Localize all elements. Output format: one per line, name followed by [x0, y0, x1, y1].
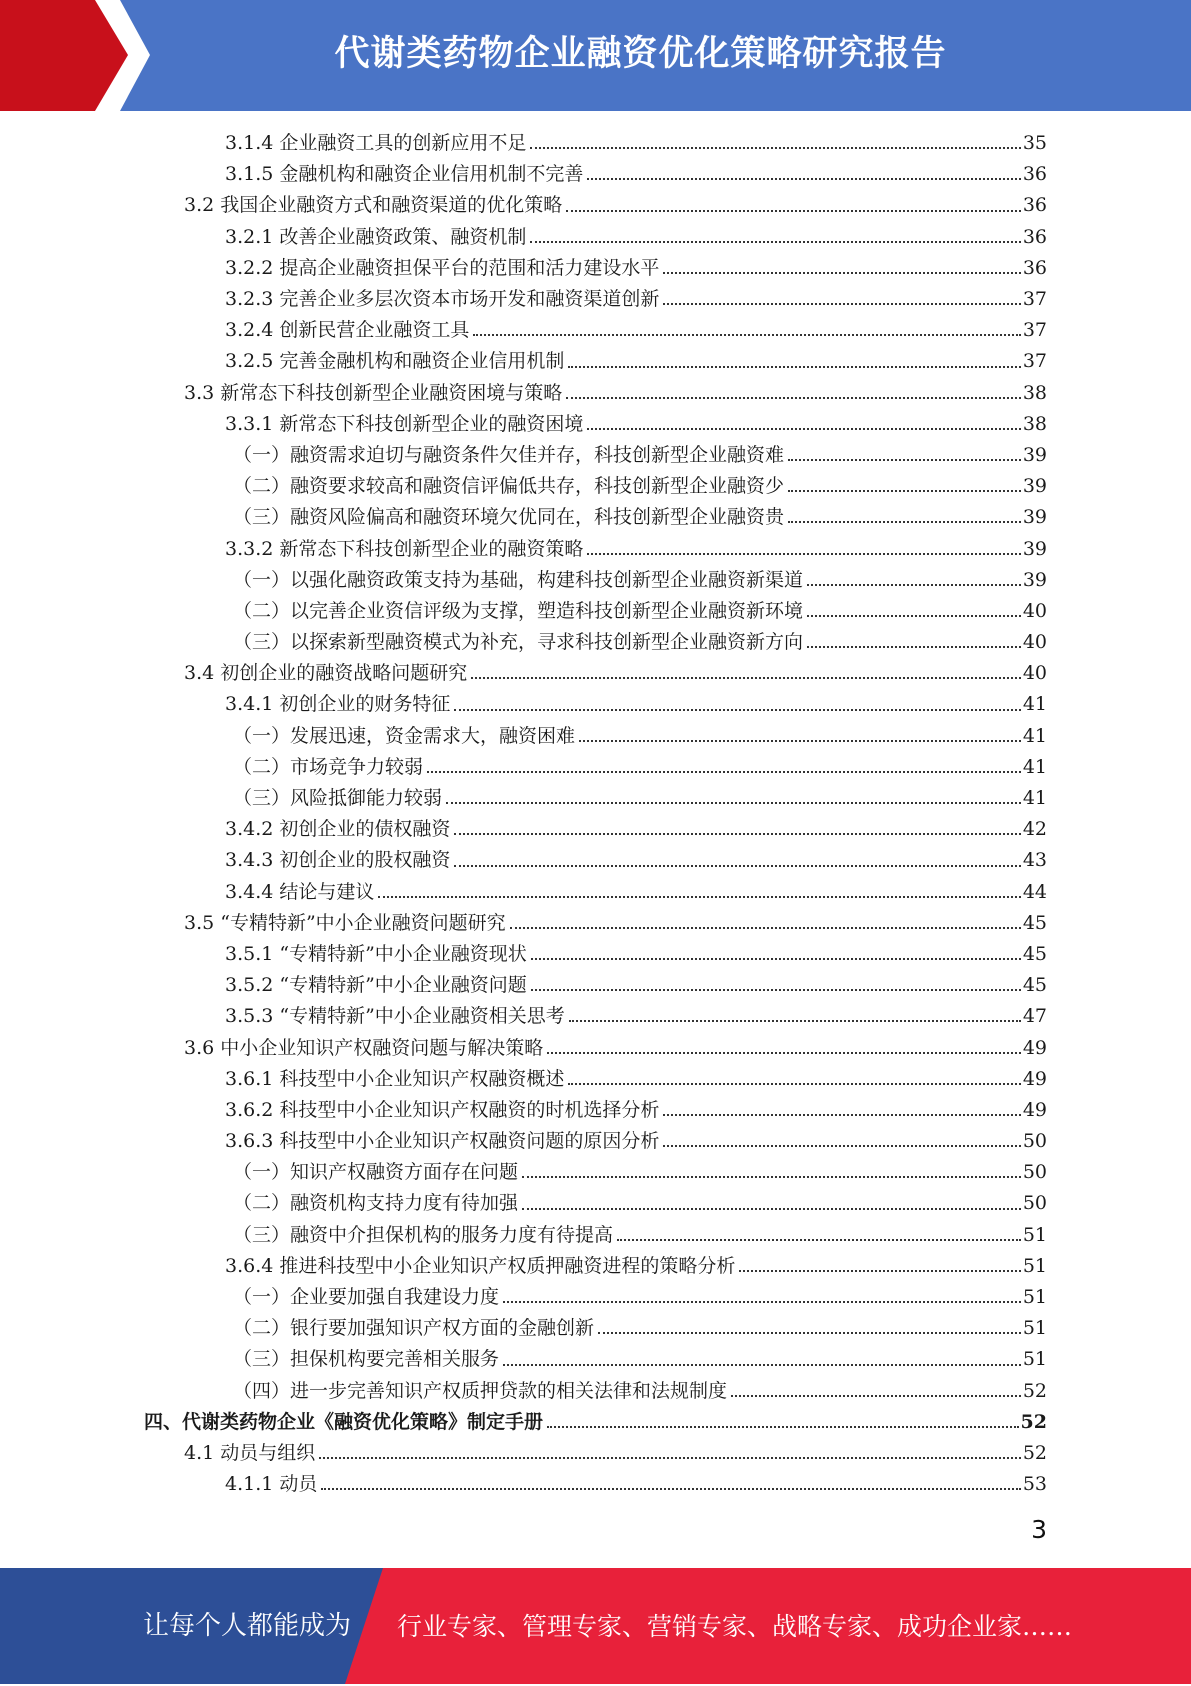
toc-dot-leader: [587, 427, 1020, 430]
toc-entry-page: 50: [1022, 1192, 1047, 1215]
toc-entry[interactable]: [0, 1064, 1047, 1095]
toc-entry-page: 43: [1022, 849, 1047, 872]
page-header: [0, 0, 1191, 111]
toc-entry-page: 40: [1022, 599, 1047, 622]
toc-dot-leader: [522, 1207, 1021, 1210]
toc-dot-leader: [530, 240, 1020, 243]
toc-entry-title: （三）以探索新型融资模式为补充，寻求科技创新型企业融资新方向: [233, 631, 804, 654]
table-of-contents: [0, 128, 1191, 1500]
toc-entry[interactable]: [0, 159, 1047, 190]
toc-entry-page: 53: [1022, 1473, 1047, 1496]
toc-entry-title: 3.2.5 完善金融机构和融资企业信用机制: [225, 350, 565, 373]
toc-entry-page: 39: [1022, 475, 1047, 498]
toc-dot-leader: [473, 333, 1020, 336]
toc-entry[interactable]: [0, 658, 1047, 689]
toc-entry[interactable]: [0, 533, 1047, 564]
toc-entry[interactable]: [0, 908, 1047, 939]
toc-dot-leader: [569, 1019, 1021, 1022]
toc-entry-page: 38: [1022, 412, 1047, 435]
toc-entry-title: 3.3 新常态下科技创新型企业融资困境与策略: [184, 381, 563, 404]
toc-entry-title: 4.1.1 动员: [225, 1473, 318, 1496]
toc-dot-leader: [321, 1487, 1020, 1490]
toc-dot-leader: [566, 396, 1021, 399]
toc-dot-leader: [663, 302, 1020, 305]
toc-entry[interactable]: [0, 1407, 1047, 1438]
toc-entry-title: 3.3.2 新常态下科技创新型企业的融资策略: [225, 537, 584, 560]
toc-entry-title: 3.2.3 完善企业多层次资本市场开发和融资渠道创新: [225, 288, 660, 311]
toc-entry-title: （一）发展迅速，资金需求大，融资困难: [233, 724, 576, 747]
toc-entry-page: 37: [1022, 319, 1047, 342]
toc-entry-page: 45: [1022, 911, 1047, 934]
toc-dot-leader: [617, 1238, 1021, 1241]
toc-entry-page: 42: [1022, 818, 1047, 841]
toc-entry[interactable]: [0, 627, 1047, 658]
toc-dot-leader: [454, 708, 1020, 711]
toc-entry-title: （四）进一步完善知识产权质押贷款的相关法律和法规制度: [233, 1379, 728, 1402]
toc-dot-leader: [503, 1363, 1021, 1366]
toc-entry-title: 4.1 动员与组织: [184, 1441, 316, 1464]
toc-dot-leader: [531, 957, 1021, 960]
toc-dot-leader: [566, 209, 1021, 212]
toc-entry-page: 50: [1022, 1161, 1047, 1184]
toc-entry[interactable]: [0, 1157, 1047, 1188]
toc-entry[interactable]: [0, 1188, 1047, 1219]
toc-entry-page: 51: [1022, 1317, 1047, 1340]
toc-entry[interactable]: [0, 378, 1047, 409]
toc-entry-page: 41: [1022, 787, 1047, 810]
toc-entry-title: （二）融资要求较高和融资信评偏低共存，科技创新型企业融资少: [233, 475, 785, 498]
toc-entry[interactable]: [0, 1344, 1047, 1375]
toc-dot-leader: [663, 1113, 1020, 1116]
toc-entry[interactable]: [0, 1032, 1047, 1063]
toc-dot-leader: [531, 988, 1021, 991]
toc-dot-leader: [587, 177, 1020, 180]
toc-entry-page: 36: [1022, 225, 1047, 248]
toc-entry[interactable]: [0, 1376, 1047, 1407]
toc-entry[interactable]: [0, 128, 1047, 159]
toc-entry-title: 3.4.2 初创企业的债权融资: [225, 818, 451, 841]
toc-dot-leader: [587, 552, 1020, 555]
toc-dot-leader: [522, 1175, 1021, 1178]
toc-entry-title: 3.1.4 企业融资工具的创新应用不足: [225, 132, 527, 155]
toc-entry[interactable]: [0, 284, 1047, 315]
toc-dot-leader: [454, 864, 1020, 867]
toc-entry[interactable]: [0, 315, 1047, 346]
toc-entry[interactable]: [0, 502, 1047, 533]
toc-entry[interactable]: [0, 1282, 1047, 1313]
toc-entry-title: 3.3.1 新常态下科技创新型企业的融资困境: [225, 412, 584, 435]
toc-dot-leader: [788, 458, 1021, 461]
toc-entry-page: 39: [1022, 568, 1047, 591]
toc-entry-title: （一）以强化融资政策支持为基础，构建科技创新型企业融资新渠道: [233, 568, 804, 591]
toc-entry-page: 49: [1022, 1098, 1047, 1121]
toc-entry-title: （三）担保机构要完善相关服务: [233, 1348, 500, 1371]
toc-dot-leader: [807, 583, 1021, 586]
toc-dot-leader: [319, 1456, 1021, 1459]
toc-entry-page: 37: [1022, 350, 1047, 373]
toc-entry[interactable]: [0, 1469, 1047, 1500]
toc-entry-page: 44: [1022, 880, 1047, 903]
toc-entry[interactable]: [0, 565, 1047, 596]
toc-entry-page: 47: [1022, 1005, 1047, 1028]
toc-entry-title: （三）风险抵御能力较弱: [233, 787, 443, 810]
toc-entry-title: 3.2 我国企业融资方式和融资渠道的优化策略: [184, 194, 563, 217]
toc-dot-leader: [568, 365, 1020, 368]
document-title: 代谢类药物企业融资优化策略研究报告: [334, 34, 947, 74]
toc-dot-leader: [788, 489, 1021, 492]
toc-entry-title: 3.1.5 金融机构和融资企业信用机制不完善: [225, 163, 584, 186]
toc-entry-title: 3.6.4 推进科技型中小企业知识产权质押融资进程的策略分析: [225, 1254, 736, 1277]
toc-entry-page: 51: [1022, 1223, 1047, 1246]
toc-entry-title: （二）银行要加强知识产权方面的金融创新: [233, 1317, 595, 1340]
toc-entry[interactable]: [0, 1126, 1047, 1157]
toc-dot-leader: [547, 1425, 1019, 1428]
toc-entry-title: （一）知识产权融资方面存在问题: [233, 1161, 519, 1184]
toc-entry-title: 3.6 中小企业知识产权融资问题与解决策略: [184, 1036, 544, 1059]
toc-entry-page: 36: [1022, 163, 1047, 186]
toc-entry-title: 3.2.4 创新民营企业融资工具: [225, 319, 470, 342]
toc-entry-title: （一）企业要加强自我建设力度: [233, 1286, 500, 1309]
toc-dot-leader: [731, 1394, 1021, 1397]
toc-entry-page: 35: [1022, 132, 1047, 155]
toc-entry[interactable]: [0, 440, 1047, 471]
toc-entry-title: 3.4.4 结论与建议: [225, 880, 375, 903]
header-chevron-icon: [0, 0, 150, 111]
toc-entry-page: 50: [1022, 1130, 1047, 1153]
toc-entry[interactable]: [0, 939, 1047, 970]
toc-entry[interactable]: [0, 970, 1047, 1001]
toc-dot-leader: [807, 645, 1021, 648]
toc-entry-title: （三）融资中介担保机构的服务力度有待提高: [233, 1223, 614, 1246]
toc-entry[interactable]: [0, 1001, 1047, 1032]
toc-entry[interactable]: [0, 845, 1047, 876]
toc-entry[interactable]: [0, 596, 1047, 627]
toc-dot-leader: [503, 1300, 1021, 1303]
toc-dot-leader: [454, 832, 1020, 835]
toc-entry-title: （二）融资机构支持力度有待加强: [233, 1192, 519, 1215]
toc-entry[interactable]: [0, 253, 1047, 284]
toc-entry-page: 52: [1022, 1379, 1047, 1402]
toc-dot-leader: [568, 1082, 1020, 1085]
toc-entry-title: 3.5 “专精特新”中小企业融资问题研究: [184, 911, 506, 934]
toc-entry[interactable]: [0, 1313, 1047, 1344]
toc-entry-title: （一）融资需求迫切与融资条件欠佳并存，科技创新型企业融资难: [233, 443, 785, 466]
toc-entry-title: 3.5.3 “专精特新”中小企业融资相关思考: [225, 1005, 565, 1028]
toc-entry-page: 36: [1022, 256, 1047, 279]
page-number: 3: [1031, 1515, 1047, 1544]
toc-dot-leader: [663, 1144, 1020, 1147]
toc-entry[interactable]: [0, 877, 1047, 908]
toc-dot-leader: [530, 146, 1020, 149]
toc-entry-page: 45: [1022, 974, 1047, 997]
toc-entry-page: 45: [1022, 942, 1047, 965]
toc-entry[interactable]: [0, 471, 1047, 502]
footer-slogan-left: 让每个人都能成为: [143, 1611, 352, 1641]
toc-entry-page: 41: [1022, 693, 1047, 716]
toc-entry-title: 3.4 初创企业的融资战略问题研究: [184, 662, 468, 685]
toc-entry[interactable]: [0, 346, 1047, 377]
toc-entry-page: 52: [1022, 1441, 1047, 1464]
toc-entry-page: 39: [1022, 537, 1047, 560]
toc-dot-leader: [510, 926, 1021, 929]
toc-entry-title: 四、代谢类药物企业《融资优化策略》制定手册: [144, 1410, 544, 1433]
toc-dot-leader: [378, 895, 1020, 898]
toc-entry-page: 37: [1022, 288, 1047, 311]
toc-entry[interactable]: [0, 1095, 1047, 1126]
toc-dot-leader: [807, 614, 1021, 617]
toc-dot-leader: [598, 1331, 1021, 1334]
toc-entry-page: 39: [1022, 506, 1047, 529]
toc-entry[interactable]: [0, 1220, 1047, 1251]
toc-entry-title: 3.4.3 初创企业的股权融资: [225, 849, 451, 872]
toc-entry-title: 3.5.2 “专精特新”中小企业融资问题: [225, 974, 527, 997]
toc-entry-title: （三）融资风险偏高和融资环境欠优同在，科技创新型企业融资贵: [233, 506, 785, 529]
toc-entry-page: 52: [1020, 1410, 1047, 1433]
toc-entry-page: 38: [1022, 381, 1047, 404]
toc-entry-title: 3.2.2 提高企业融资担保平台的范围和活力建设水平: [225, 256, 660, 279]
page-footer: [0, 1568, 1191, 1684]
toc-entry[interactable]: [0, 190, 1047, 221]
toc-entry[interactable]: [0, 1251, 1047, 1282]
toc-entry-title: （二）以完善企业资信评级为支撑，塑造科技创新型企业融资新环境: [233, 599, 804, 622]
toc-entry-page: 40: [1022, 662, 1047, 685]
toc-entry-title: 3.6.3 科技型中小企业知识产权融资问题的原因分析: [225, 1130, 660, 1153]
toc-entry[interactable]: [0, 814, 1047, 845]
toc-entry-page: 49: [1022, 1036, 1047, 1059]
toc-dot-leader: [579, 739, 1021, 742]
toc-entry-page: 49: [1022, 1067, 1047, 1090]
toc-entry[interactable]: [0, 721, 1047, 752]
toc-entry-page: 40: [1022, 631, 1047, 654]
toc-entry[interactable]: [0, 752, 1047, 783]
toc-entry[interactable]: [0, 783, 1047, 814]
footer-slogan-right: 行业专家、管理专家、营销专家、战略专家、成功企业家……: [397, 1612, 1073, 1641]
toc-entry-title: 3.5.1 “专精特新”中小企业融资现状: [225, 942, 527, 965]
toc-entry[interactable]: [0, 689, 1047, 720]
toc-entry-page: 41: [1022, 755, 1047, 778]
toc-entry-title: 3.6.1 科技型中小企业知识产权融资概述: [225, 1067, 565, 1090]
toc-dot-leader: [427, 770, 1021, 773]
toc-entry[interactable]: [0, 1438, 1047, 1469]
toc-entry-page: 51: [1022, 1254, 1047, 1277]
toc-dot-leader: [547, 1051, 1021, 1054]
toc-dot-leader: [739, 1269, 1020, 1272]
toc-entry-page: 51: [1022, 1286, 1047, 1309]
toc-entry-title: 3.4.1 初创企业的财务特征: [225, 693, 451, 716]
toc-entry-page: 41: [1022, 724, 1047, 747]
toc-entry-title: 3.2.1 改善企业融资政策、融资机制: [225, 225, 527, 248]
toc-entry-title: （二）市场竞争力较弱: [233, 755, 424, 778]
toc-dot-leader: [471, 676, 1021, 679]
toc-entry-title: 3.6.2 科技型中小企业知识产权融资的时机选择分析: [225, 1098, 660, 1121]
toc-entry-page: 51: [1022, 1348, 1047, 1371]
toc-entry-page: 39: [1022, 443, 1047, 466]
toc-dot-leader: [788, 520, 1021, 523]
toc-entry[interactable]: [0, 409, 1047, 440]
toc-dot-leader: [446, 801, 1021, 804]
toc-dot-leader: [663, 271, 1020, 274]
toc-entry[interactable]: [0, 222, 1047, 253]
toc-entry-page: 36: [1022, 194, 1047, 217]
